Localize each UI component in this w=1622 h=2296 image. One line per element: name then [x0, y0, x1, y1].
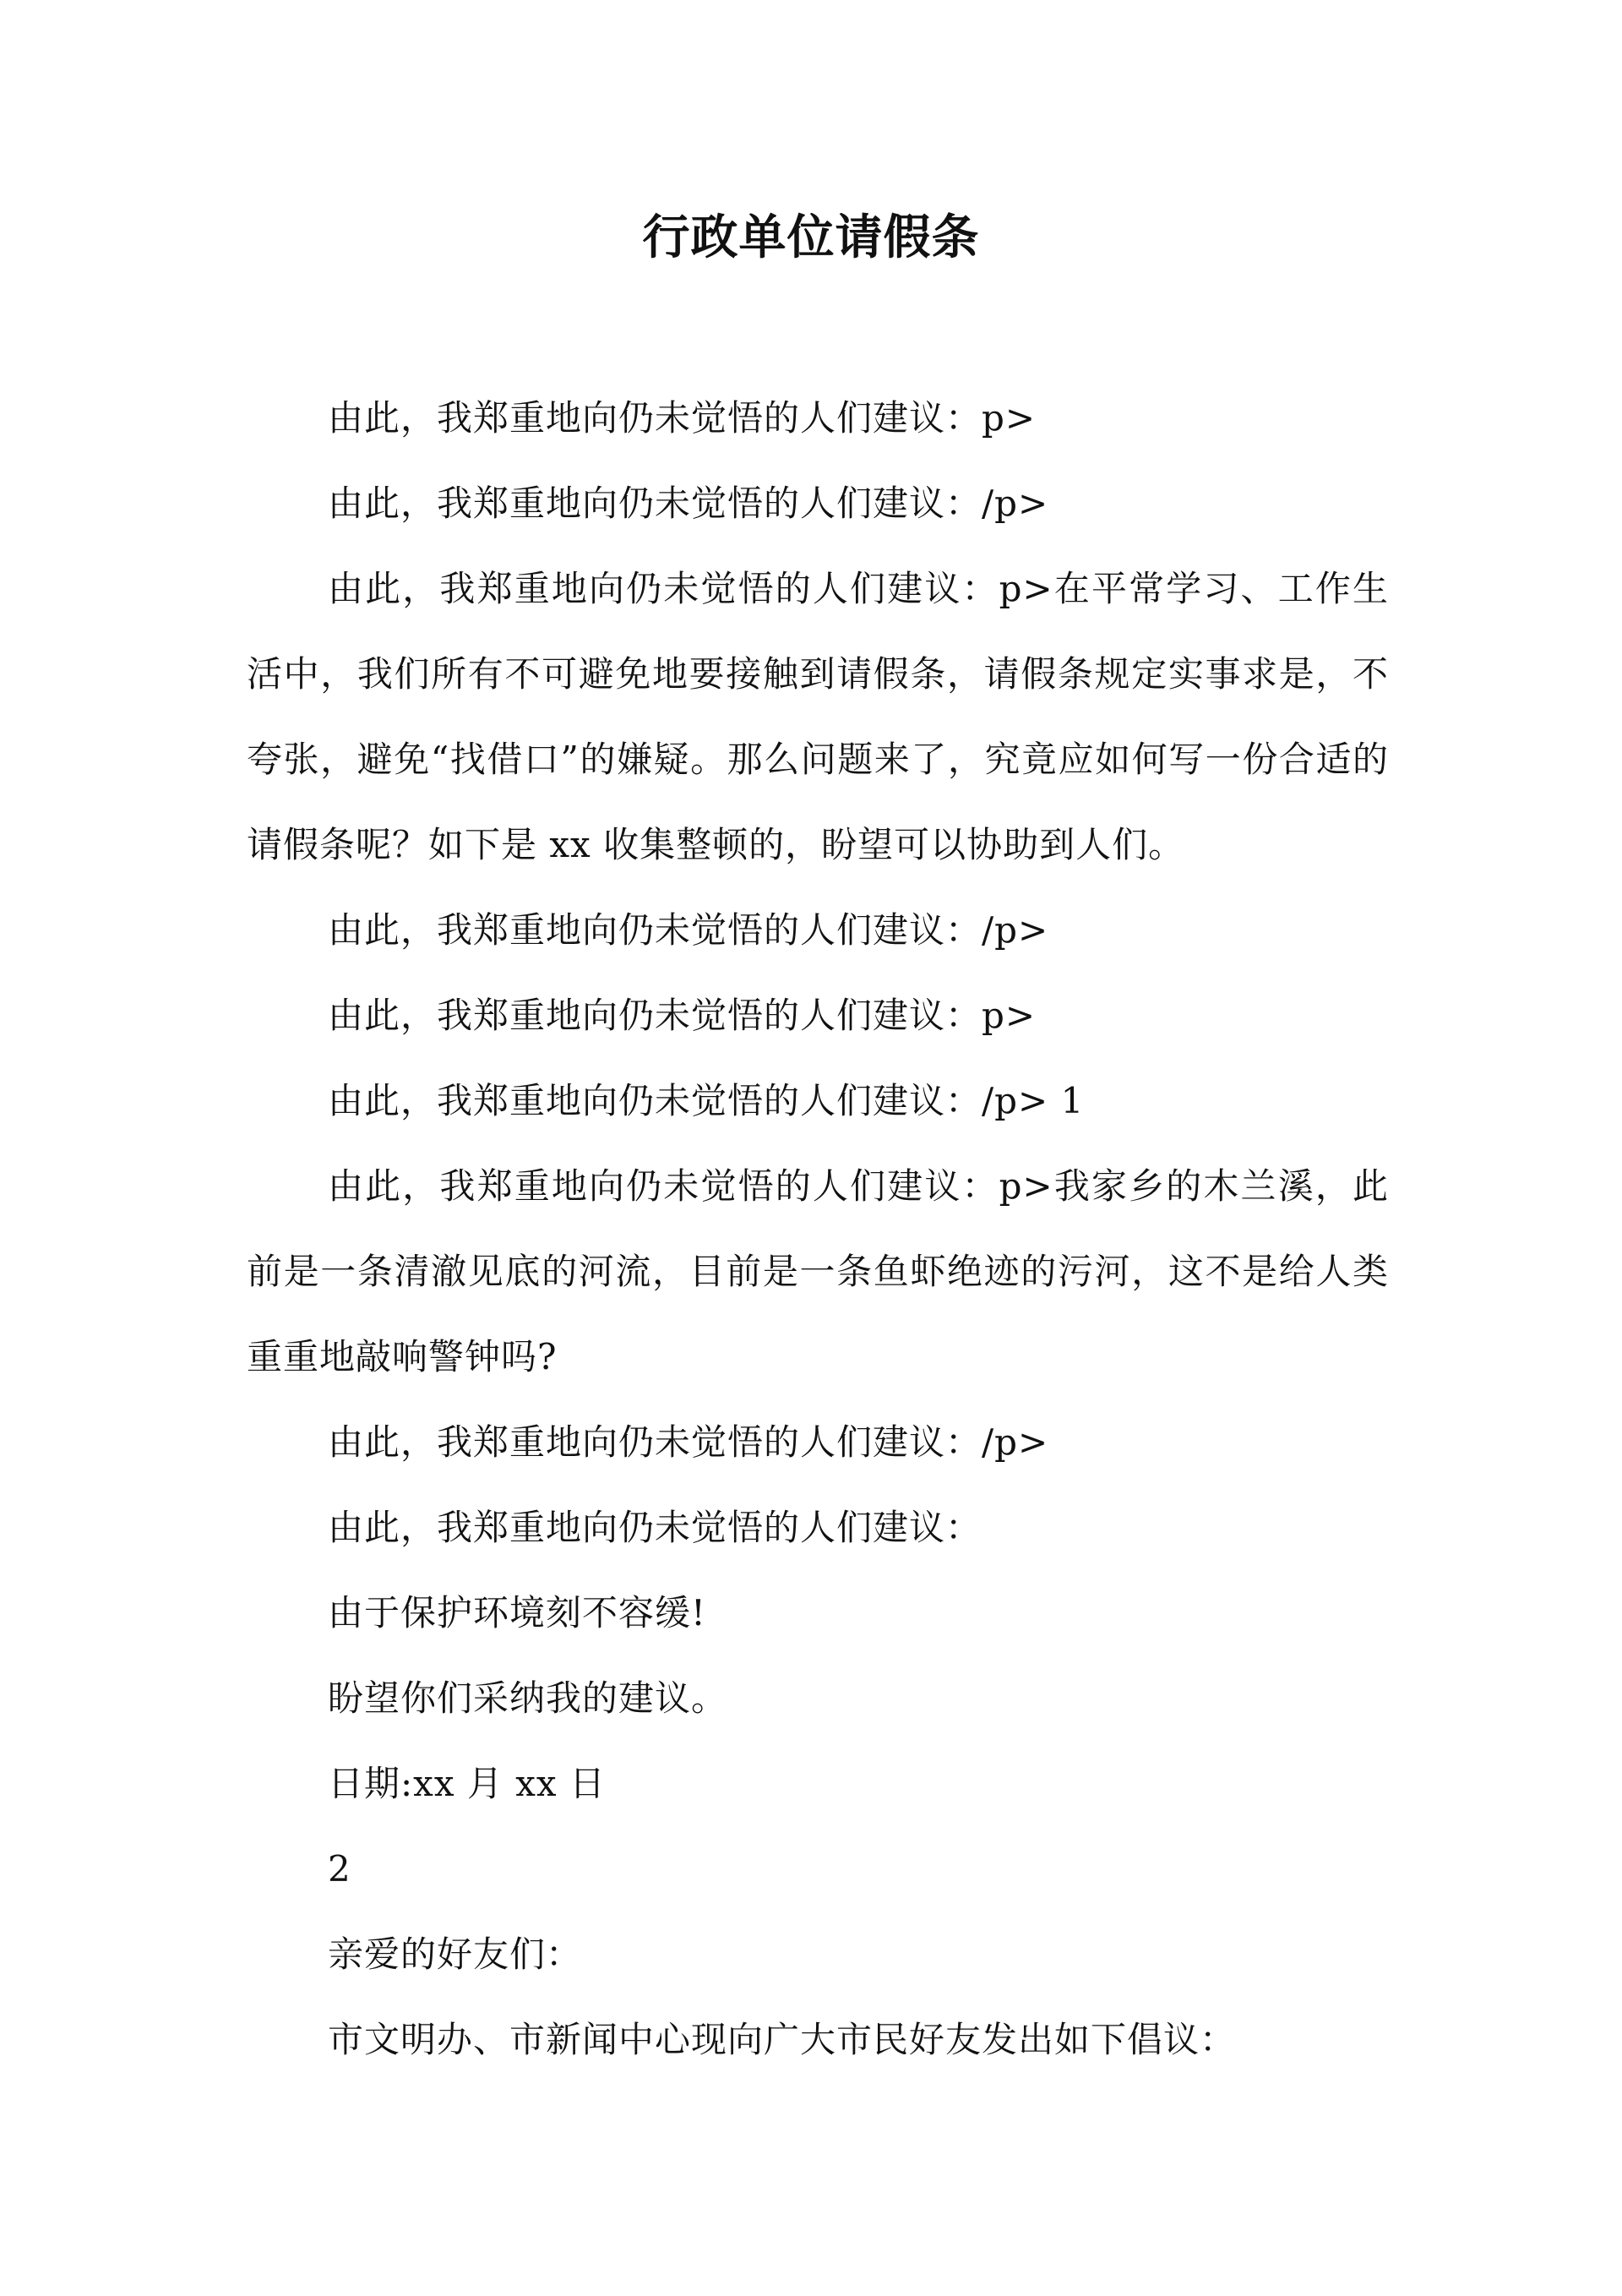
paragraph: 由此，我郑重地向仍未觉悟的人们建议： — [328, 1507, 982, 1548]
paragraph: 日期:xx 月 xx 日 — [328, 1763, 606, 1804]
paragraph: 由于保护环境刻不容缓! — [328, 1592, 706, 1633]
paragraph: 盼望你们采纳我的建议。 — [328, 1677, 728, 1719]
paragraph: 由此，我郑重地向仍未觉悟的人们建议：/p> — [328, 483, 1049, 524]
document-body — [247, 375, 1389, 2082]
paragraph: 市文明办、市新闻中心现向广大市民好友发出如下倡议： — [328, 2019, 1237, 2060]
paragraph: 由此，我郑重地向仍未觉悟的人们建议：/p> — [328, 909, 1049, 951]
paragraph: 由此，我郑重地向仍未觉悟的人们建议：p>我家乡的木兰溪，此前是一条清澈见底的河流，目前是一条鱼虾绝迹的污河，这不是给人类重重地敲响警钟吗? — [247, 1165, 1389, 1377]
paragraph: 由此，我郑重地向仍未觉悟的人们建议：p> — [328, 995, 1037, 1036]
paragraph: 由此，我郑重地向仍未觉悟的人们建议：/p> — [328, 1421, 1049, 1463]
paragraph: 亲爱的好友们： — [328, 1933, 583, 1975]
paragraph: 由此，我郑重地向仍未觉悟的人们建议：/p> 1 — [328, 1080, 1085, 1121]
page-number-marker: 2 — [328, 1848, 351, 1890]
paragraph: 由此，我郑重地向仍未觉悟的人们建议：p> — [328, 397, 1037, 439]
paragraph: 由此，我郑重地向仍未觉悟的人们建议：p>在平常学习、工作生活中，我们所有不可避免地要接触到请假条，请假条规定实事求是，不夸张，避免“找借口”的嫌疑。那么问题来了，究竟应如何写一份合适的请假条呢？如下是 xx 收集整顿的，盼望可以协助到人们。 — [247, 568, 1389, 865]
document-title: 行政单位请假条 — [642, 210, 980, 265]
